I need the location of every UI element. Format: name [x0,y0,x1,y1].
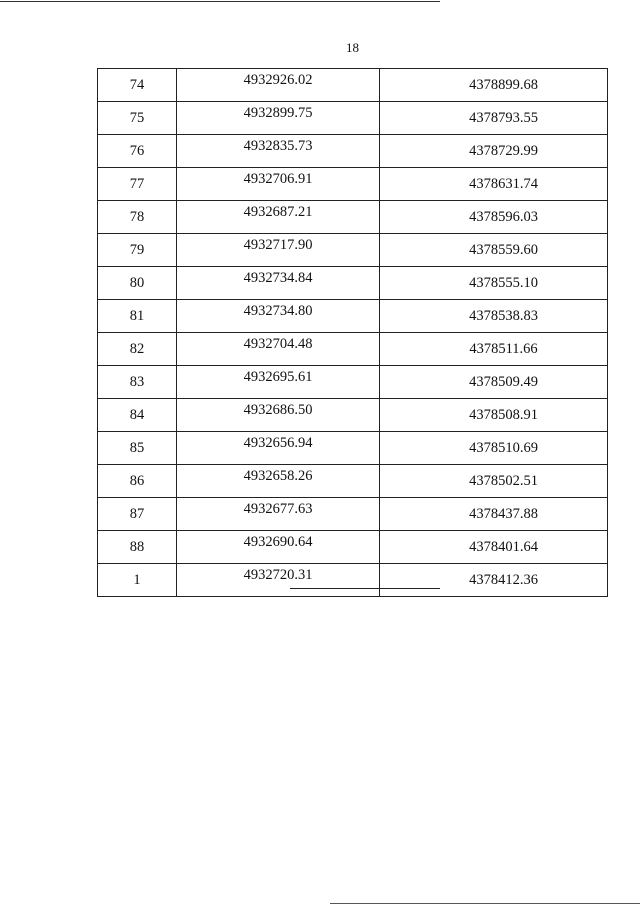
point-number-cell: 87 [98,498,177,531]
table-row [98,366,608,399]
y-coordinate-cell: 4378793.55 [380,102,608,135]
point-number-cell: 75 [98,102,177,135]
table-row [98,102,608,135]
table-row [98,135,608,168]
point-number-cell: 80 [98,267,177,300]
point-number-cell: 74 [98,69,177,102]
table-row [98,168,608,201]
x-coordinate-cell: 4932734.84 [177,267,380,300]
point-number-cell: 86 [98,465,177,498]
table-row [98,69,608,102]
y-coordinate-cell: 4378899.68 [380,69,608,102]
table-row [98,564,608,597]
table-row [98,432,608,465]
point-number-cell: 76 [98,135,177,168]
x-coordinate-cell: 4932734.80 [177,300,380,333]
point-number-cell: 81 [98,300,177,333]
y-coordinate-cell: 4378511.66 [380,333,608,366]
point-number-cell: 85 [98,432,177,465]
top-rule [0,1,440,2]
table-row [98,300,608,333]
x-coordinate-cell: 4932656.94 [177,432,380,465]
y-coordinate-cell: 4378510.69 [380,432,608,465]
x-coordinate-cell: 4932658.26 [177,465,380,498]
y-coordinate-cell: 4378502.51 [380,465,608,498]
table-row [98,267,608,300]
x-coordinate-cell: 4932695.61 [177,366,380,399]
x-coordinate-cell: 4932687.21 [177,201,380,234]
x-coordinate-cell: 4932899.75 [177,102,380,135]
point-number-cell: 78 [98,201,177,234]
table-row [98,234,608,267]
x-coordinate-cell: 4932706.91 [177,168,380,201]
point-number-cell: 83 [98,366,177,399]
x-coordinate-cell: 4932835.73 [177,135,380,168]
x-coordinate-cell: 4932720.31 [177,564,380,597]
table-row [98,201,608,234]
table-row [98,498,608,531]
x-coordinate-cell: 4932717.90 [177,234,380,267]
table-row [98,399,608,432]
table-row [98,531,608,564]
point-number-cell: 88 [98,531,177,564]
coordinates-table [97,68,608,597]
y-coordinate-cell: 4378508.91 [380,399,608,432]
x-coordinate-cell: 4932686.50 [177,399,380,432]
x-coordinate-cell: 4932677.63 [177,498,380,531]
y-coordinate-cell: 4378729.99 [380,135,608,168]
y-coordinate-cell: 4378631.74 [380,168,608,201]
y-coordinate-cell: 4378509.49 [380,366,608,399]
end-of-document-rule [290,588,440,589]
x-coordinate-cell: 4932690.64 [177,531,380,564]
point-number-cell: 1 [98,564,177,597]
y-coordinate-cell: 4378412.36 [380,564,608,597]
coordinates-table-body [98,69,608,597]
y-coordinate-cell: 4378401.64 [380,531,608,564]
x-coordinate-cell: 4932926.02 [177,69,380,102]
point-number-cell: 84 [98,399,177,432]
point-number-cell: 77 [98,168,177,201]
x-coordinate-cell: 4932704.48 [177,333,380,366]
point-number-cell: 79 [98,234,177,267]
y-coordinate-cell: 4378538.83 [380,300,608,333]
bottom-rule [330,903,640,904]
y-coordinate-cell: 4378596.03 [380,201,608,234]
y-coordinate-cell: 4378559.60 [380,234,608,267]
y-coordinate-cell: 4378437.88 [380,498,608,531]
table-row [98,333,608,366]
page-number: 18 [346,40,359,55]
y-coordinate-cell: 4378555.10 [380,267,608,300]
point-number-cell: 82 [98,333,177,366]
table-row [98,465,608,498]
